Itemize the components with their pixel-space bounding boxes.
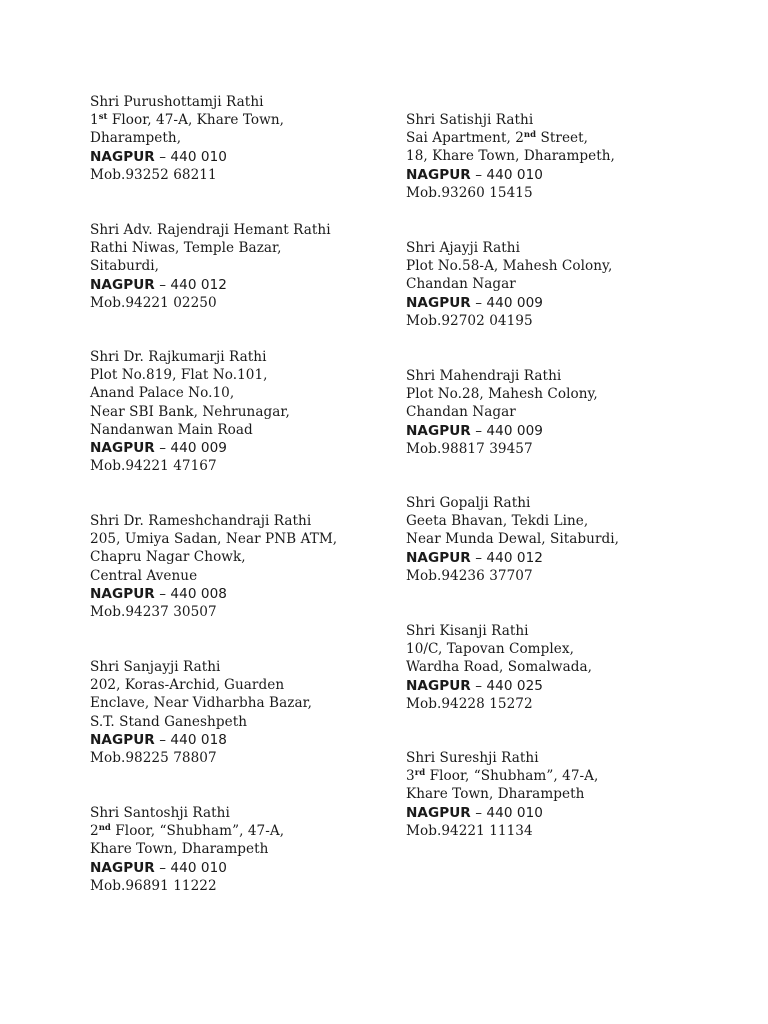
contact-name: Shri Kisanji Rathi — [406, 623, 529, 639]
address-line: Chapru Nagar Chowk, — [90, 549, 246, 566]
pin-code: – 440 008 — [154, 585, 227, 602]
address-line: Khare Town, Dharampeth — [406, 786, 585, 803]
contact-name: Shri Sanjayji Rathi — [90, 659, 221, 675]
city-pin-line — [406, 294, 706, 312]
mobile-number: Mob.94237 30507 — [90, 604, 217, 621]
contact-name: Shri Ajayji Rathi — [406, 240, 521, 256]
pin-code: – 440 018 — [154, 731, 227, 748]
contact-entry-purushottamji — [90, 93, 390, 184]
pin-code: – 440 009 — [470, 294, 543, 311]
address-line: Plot No.819, Flat No.101, — [90, 367, 268, 384]
city-name: NAGPUR — [406, 294, 471, 311]
address-line: Chandan Nagar — [406, 404, 516, 421]
city-pin-line — [406, 422, 706, 440]
city-name: NAGPUR — [90, 276, 155, 293]
contact-entry-mahendraji — [406, 367, 706, 458]
city-pin-line — [406, 677, 706, 695]
contact-name: Shri Dr. Rameshchandraji Rathi — [90, 513, 312, 529]
address-line: Enclave, Near Vidharbha Bazar, — [90, 695, 313, 712]
mobile-number: Mob.94221 02250 — [90, 294, 217, 311]
pin-code: – 440 012 — [154, 276, 227, 293]
contact-entry-satishji — [406, 111, 706, 202]
pin-code: – 440 010 — [154, 148, 227, 165]
pin-code: – 440 025 — [470, 677, 543, 694]
address-line: Chandan Nagar — [406, 276, 516, 293]
address-line: Sai Apartment, 2nd Street, — [406, 130, 589, 147]
address-line: Plot No.58-A, Mahesh Colony, — [406, 258, 613, 275]
city-pin-line — [90, 859, 390, 877]
contact-name: Shri Sureshji Rathi — [406, 750, 539, 766]
mobile-number: Mob.94221 11134 — [406, 822, 533, 839]
city-pin-line — [90, 276, 390, 294]
pin-code: – 440 009 — [470, 422, 543, 439]
city-name: NAGPUR — [90, 148, 155, 165]
city-name: NAGPUR — [406, 549, 471, 566]
mobile-number: Mob.94236 37707 — [406, 567, 533, 584]
contact-name: Shri Gopalji Rathi — [406, 495, 531, 511]
contact-name: Shri Santoshji Rathi — [90, 805, 230, 821]
address-line: 18, Khare Town, Dharampeth, — [406, 148, 615, 165]
city-pin-line — [90, 439, 390, 457]
address-line: Near SBI Bank, Nehrunagar, — [90, 403, 290, 420]
contact-entry-kisanji — [406, 622, 706, 713]
mobile-number: Mob.94228 15272 — [406, 695, 533, 712]
address-line: 3rd Floor, “Shubham”, 47-A, — [406, 768, 599, 785]
address-line: Dharampeth, — [90, 130, 182, 147]
address-line: 1st Floor, 47-A, Khare Town, — [90, 112, 285, 129]
city-pin-line — [406, 549, 706, 567]
city-name: NAGPUR — [406, 422, 471, 439]
address-line: Rathi Niwas, Temple Bazar, — [90, 240, 282, 257]
contact-name: Shri Satishji Rathi — [406, 112, 534, 128]
mobile-number: Mob.92702 04195 — [406, 312, 533, 329]
pin-code: – 440 010 — [470, 166, 543, 183]
city-name: NAGPUR — [406, 804, 471, 821]
address-line: Geeta Bhavan, Tekdi Line, — [406, 513, 589, 530]
contact-entry-sanjayji — [90, 658, 390, 767]
address-line: 2nd Floor, “Shubham”, 47-A, — [90, 823, 285, 840]
pin-code: – 440 010 — [154, 859, 227, 876]
contact-name: Shri Purushottamji Rathi — [90, 94, 264, 110]
city-name: NAGPUR — [406, 166, 471, 183]
address-line: Central Avenue — [90, 567, 198, 584]
mobile-number: Mob.93252 68211 — [90, 166, 217, 183]
contact-entry-gopalji — [406, 494, 706, 585]
mobile-number: Mob.94221 47167 — [90, 458, 217, 475]
address-line: Wardha Road, Somalwada, — [406, 659, 592, 676]
address-line: 202, Koras-Archid, Guarden — [90, 677, 285, 694]
contact-name: Shri Mahendraji Rathi — [406, 368, 562, 384]
pin-code: – 440 009 — [154, 440, 227, 457]
address-line: Khare Town, Dharampeth — [90, 841, 269, 858]
mobile-number: Mob.98817 39457 — [406, 440, 533, 457]
city-pin-line — [90, 585, 390, 603]
contact-entry-sureshji — [406, 749, 706, 840]
city-name: NAGPUR — [90, 731, 155, 748]
city-pin-line — [406, 804, 706, 822]
city-name: NAGPUR — [90, 585, 155, 602]
address-line: Sitaburdi, — [90, 258, 160, 275]
address-line: Anand Palace No.10, — [90, 385, 235, 402]
address-line: Nandanwan Main Road — [90, 421, 253, 438]
contact-entry-rajkumarji — [90, 348, 390, 475]
mobile-number: Mob.96891 11222 — [90, 877, 217, 894]
city-pin-line — [406, 166, 706, 184]
pin-code: – 440 010 — [470, 804, 543, 821]
city-name: NAGPUR — [90, 440, 155, 457]
pin-code: – 440 012 — [470, 549, 543, 566]
contact-entry-rameshchandraji — [90, 512, 390, 621]
city-name: NAGPUR — [90, 859, 155, 876]
mobile-number: Mob.98225 78807 — [90, 750, 217, 767]
contact-entry-ajayji — [406, 239, 706, 330]
contact-entry-santoshji — [90, 804, 390, 895]
address-line: 205, Umiya Sadan, Near PNB ATM, — [90, 531, 338, 548]
contact-name: Shri Adv. Rajendraji Hemant Rathi — [90, 222, 331, 238]
mobile-number: Mob.93260 15415 — [406, 184, 533, 201]
contact-name: Shri Dr. Rajkumarji Rathi — [90, 349, 267, 365]
address-line: 10/C, Tapovan Complex, — [406, 641, 574, 658]
address-line: S.T. Stand Ganeshpeth — [90, 713, 248, 730]
contact-entry-rajendraji — [90, 221, 390, 312]
city-pin-line — [90, 731, 390, 749]
city-name: NAGPUR — [406, 677, 471, 694]
address-line: Near Munda Dewal, Sitaburdi, — [406, 531, 620, 548]
city-pin-line — [90, 148, 390, 166]
address-line: Plot No.28, Mahesh Colony, — [406, 386, 598, 403]
